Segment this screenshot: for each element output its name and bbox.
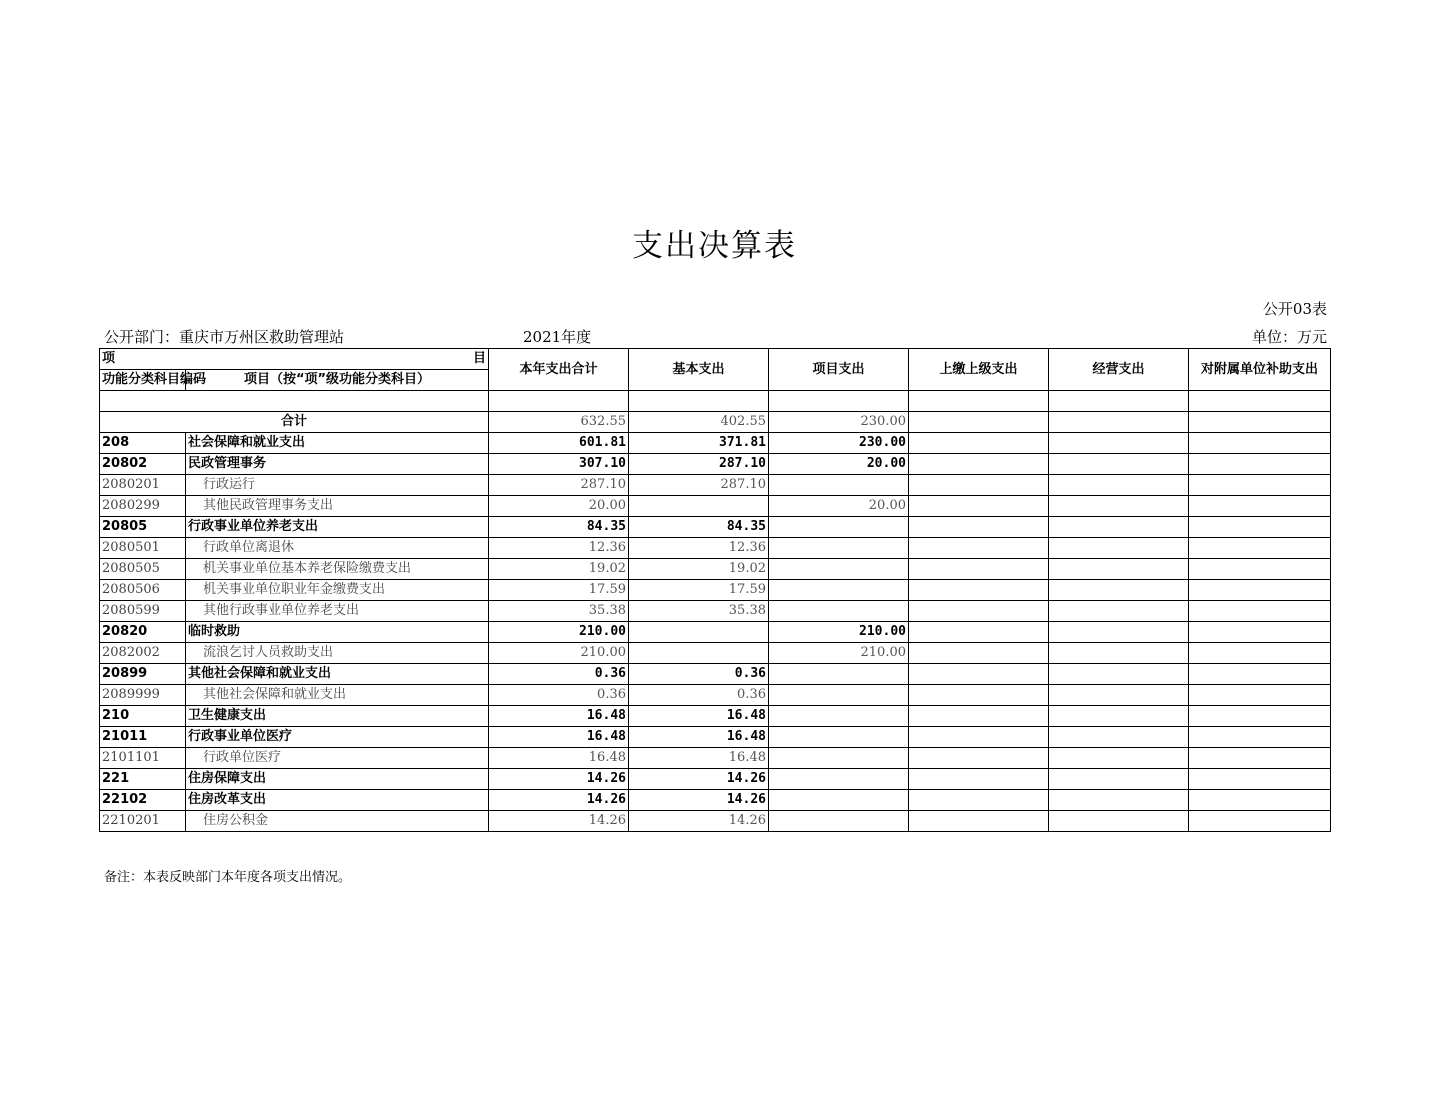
row-basic: 14.26 [629,769,769,790]
form-number: 公开03表 [1262,300,1327,318]
row-business [1049,790,1189,811]
row-upper [909,727,1049,748]
header-col-upper: 上缴上级支出 [909,349,1049,391]
row-name: 行政单位医疗 [186,748,489,769]
row-total: 20.00 [489,496,629,517]
row-total: 307.10 [489,454,629,475]
row-business [1049,664,1189,685]
row-name: 其他民政管理事务支出 [186,496,489,517]
row-project [769,748,909,769]
row-total: 17.59 [489,580,629,601]
row-name: 社会保障和就业支出 [186,433,489,454]
row-upper [909,664,1049,685]
row-subsidy [1189,769,1331,790]
row-project [769,580,909,601]
row-business [1049,559,1189,580]
header-col-project: 项目支出 [769,349,909,391]
table-row [100,748,1331,769]
row-subsidy [1189,475,1331,496]
total-v2: 402.55 [629,412,769,433]
row-subsidy [1189,601,1331,622]
row-subsidy [1189,748,1331,769]
table-row [100,433,1331,454]
row-basic: 16.48 [629,748,769,769]
row-name: 机关事业单位职业年金缴费支出 [186,580,489,601]
table-row [100,664,1331,685]
row-upper [909,496,1049,517]
header-gap [100,391,1331,412]
footnote: 备注：本表反映部门本年度各项支出情况。 [104,870,352,885]
row-code: 20802 [100,454,186,475]
row-code: 20820 [100,622,186,643]
table-row [100,643,1331,664]
row-name: 临时救助 [186,622,489,643]
row-basic [629,622,769,643]
header-col-subsidy: 对附属单位补助支出 [1189,349,1331,391]
row-subsidy [1189,622,1331,643]
page-title: 支出决算表 [632,228,797,264]
row-total: 210.00 [489,643,629,664]
row-project [769,790,909,811]
header-project-cell [100,349,489,370]
row-subsidy [1189,811,1331,832]
row-name: 其他社会保障和就业支出 [186,664,489,685]
row-total: 16.48 [489,727,629,748]
row-subsidy [1189,559,1331,580]
table-row [100,727,1331,748]
table-row [100,622,1331,643]
row-code: 2082002 [100,643,186,664]
total-label: 合计 [100,412,489,433]
row-code: 2101101 [100,748,186,769]
table-row [100,769,1331,790]
header-col-basic: 基本支出 [629,349,769,391]
row-basic: 19.02 [629,559,769,580]
unit-label: 单位：万元 [1251,328,1327,346]
row-project [769,538,909,559]
row-total: 14.26 [489,790,629,811]
row-code: 2080201 [100,475,186,496]
row-upper [909,685,1049,706]
row-upper [909,454,1049,475]
row-code: 21011 [100,727,186,748]
total-v6 [1189,412,1331,433]
row-business [1049,622,1189,643]
row-upper [909,475,1049,496]
header-name: 项目（按“项”级功能分类科目） [186,370,489,391]
row-total: 287.10 [489,475,629,496]
row-code: 210 [100,706,186,727]
row-business [1049,706,1189,727]
row-upper [909,433,1049,454]
row-upper [909,517,1049,538]
row-project [769,559,909,580]
row-subsidy [1189,433,1331,454]
row-code: 208 [100,433,186,454]
row-name: 行政运行 [186,475,489,496]
row-upper [909,748,1049,769]
table-row [100,685,1331,706]
table-row [100,706,1331,727]
row-business [1049,538,1189,559]
table-row [100,580,1331,601]
header-project-left: 项 [102,351,116,366]
row-subsidy [1189,454,1331,475]
row-subsidy [1189,538,1331,559]
total-v5 [1049,412,1189,433]
row-upper [909,769,1049,790]
row-upper [909,706,1049,727]
row-name: 住房公积金 [186,811,489,832]
row-code: 22102 [100,790,186,811]
row-basic: 12.36 [629,538,769,559]
table-row [100,496,1331,517]
row-basic [629,496,769,517]
row-code: 20805 [100,517,186,538]
row-total: 16.48 [489,706,629,727]
row-business [1049,685,1189,706]
row-basic: 0.36 [629,685,769,706]
row-project [769,517,909,538]
row-code: 2080299 [100,496,186,517]
expenditure-table [99,348,1331,832]
row-subsidy [1189,685,1331,706]
row-name: 住房改革支出 [186,790,489,811]
row-business [1049,475,1189,496]
row-project [769,706,909,727]
row-code: 221 [100,769,186,790]
total-v1: 632.55 [489,412,629,433]
row-name: 流浪乞讨人员救助支出 [186,643,489,664]
row-upper [909,790,1049,811]
row-project: 20.00 [769,496,909,517]
row-business [1049,811,1189,832]
row-subsidy [1189,580,1331,601]
row-basic: 287.10 [629,475,769,496]
table-row [100,475,1331,496]
row-code: 2080505 [100,559,186,580]
row-business [1049,454,1189,475]
row-business [1049,601,1189,622]
row-total: 19.02 [489,559,629,580]
row-code: 2210201 [100,811,186,832]
row-code: 2080501 [100,538,186,559]
department-label: 公开部门：重庆市万州区救助管理站 [104,328,345,346]
row-code: 2080599 [100,601,186,622]
table-row [100,538,1331,559]
row-business [1049,769,1189,790]
row-project: 20.00 [769,454,909,475]
row-basic: 35.38 [629,601,769,622]
row-business [1049,517,1189,538]
row-upper [909,559,1049,580]
row-name: 行政事业单位养老支出 [186,517,489,538]
row-code: 20899 [100,664,186,685]
table-row [100,790,1331,811]
header-col-business: 经营支出 [1049,349,1189,391]
row-business [1049,580,1189,601]
row-total: 0.36 [489,664,629,685]
row-project [769,769,909,790]
row-basic: 17.59 [629,580,769,601]
row-total: 14.26 [489,769,629,790]
row-subsidy [1189,643,1331,664]
row-business [1049,748,1189,769]
row-basic: 287.10 [629,454,769,475]
total-v3: 230.00 [769,412,909,433]
row-business [1049,643,1189,664]
row-project [769,685,909,706]
row-name: 民政管理事务 [186,454,489,475]
header-col-total: 本年支出合计 [489,349,629,391]
row-upper [909,580,1049,601]
row-basic: 16.48 [629,727,769,748]
row-total: 84.35 [489,517,629,538]
header-code: 功能分类科目编码 [100,370,186,391]
row-upper [909,811,1049,832]
row-project [769,727,909,748]
row-business [1049,433,1189,454]
table-row [100,559,1331,580]
row-subsidy [1189,706,1331,727]
row-code: 2080506 [100,580,186,601]
row-name: 机关事业单位基本养老保险缴费支出 [186,559,489,580]
fiscal-year: 2021年度 [523,328,592,346]
row-project [769,475,909,496]
row-name: 卫生健康支出 [186,706,489,727]
row-basic: 14.26 [629,790,769,811]
table-row [100,517,1331,538]
row-subsidy [1189,496,1331,517]
table-row [100,454,1331,475]
row-project: 210.00 [769,643,909,664]
row-total: 14.26 [489,811,629,832]
row-total: 16.48 [489,748,629,769]
total-row [100,412,1331,433]
row-project [769,601,909,622]
row-subsidy [1189,727,1331,748]
row-upper [909,622,1049,643]
total-v4 [909,412,1049,433]
table-row [100,601,1331,622]
row-basic: 0.36 [629,664,769,685]
row-business [1049,727,1189,748]
row-basic: 84.35 [629,517,769,538]
table-row [100,811,1331,832]
row-total: 35.38 [489,601,629,622]
row-business [1049,496,1189,517]
row-project [769,664,909,685]
row-total: 601.81 [489,433,629,454]
row-upper [909,643,1049,664]
row-upper [909,601,1049,622]
row-code: 2089999 [100,685,186,706]
row-basic [629,643,769,664]
header-row-project [100,349,1331,370]
row-name: 其他行政事业单位养老支出 [186,601,489,622]
row-project: 210.00 [769,622,909,643]
row-upper [909,538,1049,559]
row-subsidy [1189,790,1331,811]
row-name: 行政单位离退休 [186,538,489,559]
row-basic: 371.81 [629,433,769,454]
header-project-right: 目 [472,351,486,366]
row-basic: 16.48 [629,706,769,727]
row-basic: 14.26 [629,811,769,832]
row-name: 行政事业单位医疗 [186,727,489,748]
row-name: 其他社会保障和就业支出 [186,685,489,706]
row-total: 210.00 [489,622,629,643]
row-total: 12.36 [489,538,629,559]
row-total: 0.36 [489,685,629,706]
row-subsidy [1189,517,1331,538]
row-project: 230.00 [769,433,909,454]
row-name: 住房保障支出 [186,769,489,790]
row-project [769,811,909,832]
row-subsidy [1189,664,1331,685]
